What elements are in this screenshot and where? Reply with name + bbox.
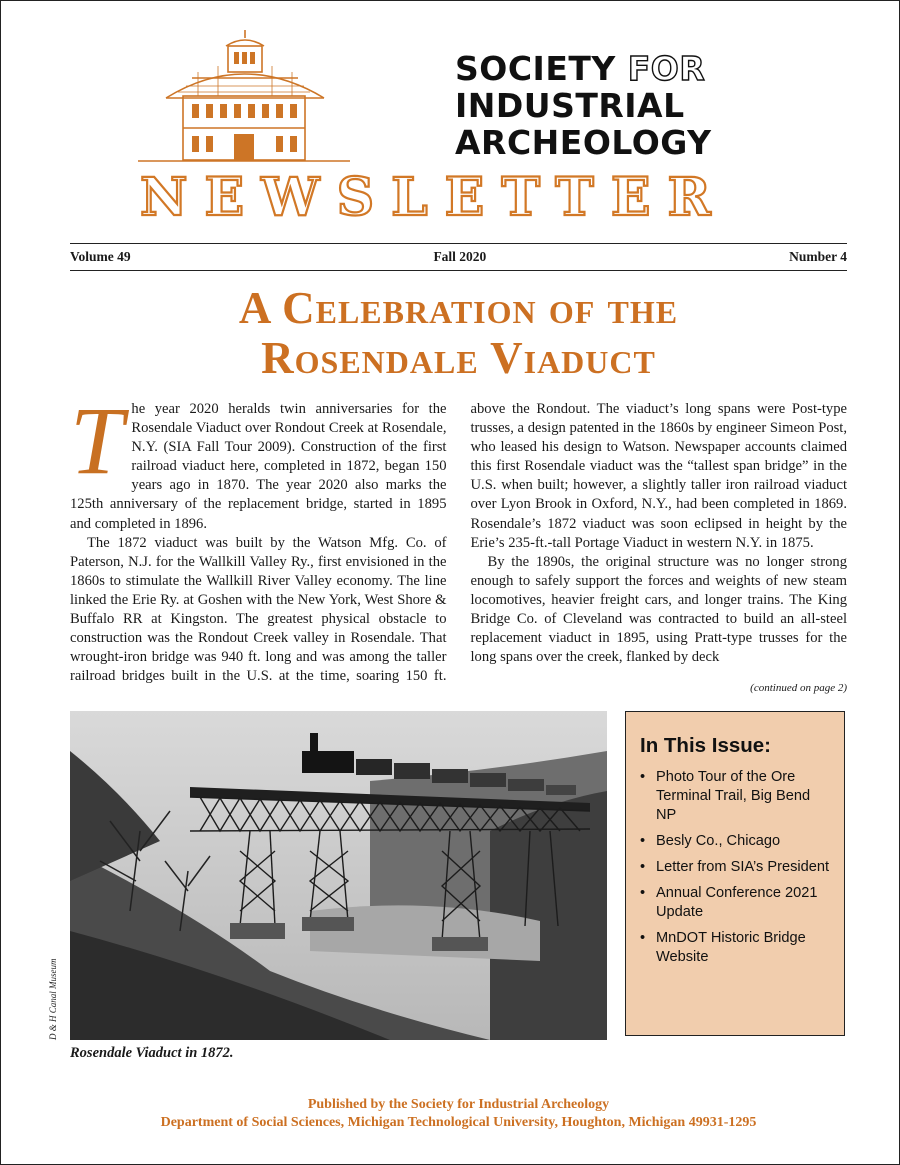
headline-line1: A Celebration of the [238,283,679,333]
continued-note: (continued on page 2) [750,682,847,694]
society-title: SOCIETY FOR INDUSTRIAL ARCHEOLOGY [455,50,795,161]
society-title-for: FOR [627,49,706,88]
season-label: Fall 2020 [433,249,487,264]
list-item: • Besly Co., Chicago [656,832,832,851]
society-title-line3: ARCHEOLOGY [455,123,712,162]
article-paragraph: The 1872 viaduct was built by the Watson Mfg. Co. of Paterson, N.J. for the Wallkill Valley Ry., first envisioned in the 1860s to stimulate the Wallkill River Valley economy. The line linked the Erie Ry. at Goshen with the New York, West Shore & Buffalo RR at Kingston. The greatest physical obstacle to construction was the Rondout Creek valley in Rosendale. That wrought-iron bridge was 940 ft. long and was among the taller railroad bridges built in the U.S. at the time, soaring 150 ft. above the Rondout. The viaduct’s long spans were Post-type trusses, a design patented in the 1860s by engineer Simeon Post, who leased his design to Watson. Newspaper accounts claimed this first Rosendale viaduct was the “tallest span bridge” in the U.S. when built; however, a slightly taller iron railroad viaduct over Lyon Brook in Oxford, N.Y., had been completed in 1869. Rosendale’s 1872 viaduct was soon eclipsed in height by the Erie’s 235-ft.-tall Portage Viaduct in western N.Y. in 1875. [70,401,847,685]
article-headline [70,283,847,383]
viaduct-photo [70,711,607,1040]
list-item: • Letter from SIA’s President [656,858,832,877]
society-logo-building [138,28,350,164]
issue-info-bar [70,243,847,271]
article-paragraph: The year 2020 heralds twin anniversaries for the Rosendale Viaduct over Rondout Creek at Rosendale, N.Y. (SIA Fall Tour 2009). Construction of the first railroad viaduct here, completed in 1872, began 150 years ago in 1870. The year 2020 also marks the 125th anniversary of the replacement bridge, started in 1895 and completed in 1896. [70,387,447,532]
publisher-footer [70,1096,847,1132]
in-this-issue-title: In This Issue: [640,734,771,757]
article-paragraph: By the 1890s, the original structure was no longer strong enough to safely support the forces and weights of new steam locomotives, heavier freight cars, and longer trains. The King Bridge Co. of Cleveland was contracted to build an all-steel replacement viaduct in 1895, using Pratt-type trusses for the long spans over the creek, flanked by deck [470,553,847,666]
list-item: • Annual Conference 2021 Update [656,884,832,922]
publisher-line1: Published by the Society for Industrial Archeology [307,1097,610,1112]
newsletter-wordmark: NEWSLETTER [140,167,728,228]
list-item: • MnDOT Historic Bridge Website [656,929,832,967]
number-label: Number 4 [789,249,847,264]
drop-cap: T [70,387,124,494]
headline-line2: Rosendale Viaduct [261,333,656,383]
publisher-line2: Department of Social Sciences, Michigan Technological University, Houghton, Michigan 49931-1295 [160,1115,757,1130]
society-title-line2: INDUSTRIAL [455,86,685,125]
photo-credit: D & H Canal Museum [48,958,58,1040]
in-this-issue-box [625,711,845,1036]
photo-caption: Rosendale Viaduct in 1872. [70,1045,234,1061]
article-body [70,387,847,690]
in-this-issue-list [640,768,832,967]
list-item: • Photo Tour of the Ore Terminal Trail, Big Bend NP [656,768,832,825]
volume-label: Volume 49 [70,249,131,264]
